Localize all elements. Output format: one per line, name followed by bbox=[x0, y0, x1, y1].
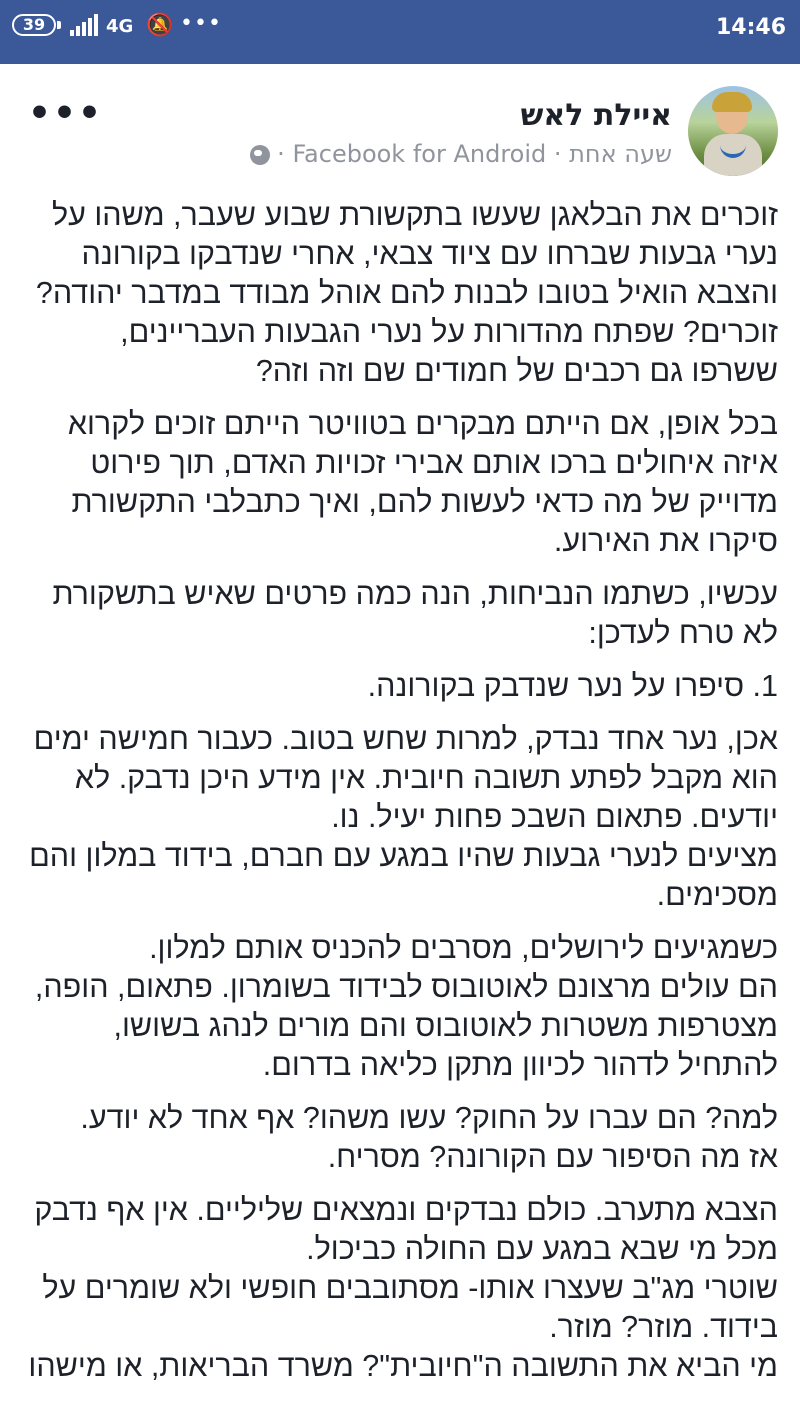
meta-separator: · bbox=[269, 140, 293, 168]
post-text-line: אז מה הסיפור עם הקורונה? מסריח. bbox=[327, 1140, 778, 1174]
post-text-line: מי הביא את התשובה ה"חיובית"? משרד הבריאות, או מישהו bbox=[28, 1349, 778, 1383]
post-text-line: להתחיל לדהור לכיוון מתקן כליאה בדרום. bbox=[262, 1048, 778, 1082]
post-text-line: נערי גבעות שברחו עם ציוד צבאי, אחרי שנדבקו בקורונה bbox=[81, 237, 778, 271]
post-paragraph bbox=[22, 196, 778, 391]
post-time[interactable]: שעה אחת bbox=[569, 140, 672, 168]
post-paragraph bbox=[22, 929, 778, 1085]
notifications-muted-icon: 🔕 bbox=[146, 13, 174, 38]
post-text-line: מצטרפות משטרות לאוטובוס והם מורים לנהג בשושו, bbox=[113, 1009, 778, 1043]
post-text-line: עכשיו, כשתמו הנביחות, הנה כמה פרטים שאיש בתשקורת bbox=[52, 577, 778, 611]
post-body bbox=[22, 196, 778, 1400]
post-text-line: 1. סיפרו על נער שנדבק בקורונה. bbox=[367, 669, 778, 703]
post-text-line: הצבא מתערב. כולם נבדקים ונמצאים שליליים. אין אף נדבק bbox=[34, 1193, 778, 1227]
post-text-line: ששרפו גם רכבים של חמודים שם וזה וזה? bbox=[255, 354, 778, 388]
network-type: 4G bbox=[106, 16, 134, 37]
post-meta bbox=[250, 140, 672, 168]
post-text-line: מסכימים. bbox=[656, 878, 778, 912]
post-text-line: בידוד. מוזר? מוזר. bbox=[549, 1310, 778, 1344]
post-paragraph bbox=[22, 575, 778, 653]
post-text-line: זוכרים? שפתח מהדורות על נערי הגבעות העבריינים, bbox=[120, 315, 778, 349]
post-text-line: הוא מקבל לפתע תשובה חיובית. אין מידע היכן נדבק. לא bbox=[74, 761, 778, 795]
battery-level: 39 bbox=[22, 15, 46, 34]
post-source: Facebook for Android bbox=[292, 140, 547, 168]
post-paragraph bbox=[22, 405, 778, 561]
author-name[interactable]: איילת לאש bbox=[520, 98, 672, 133]
post-options-button[interactable]: ••• bbox=[28, 93, 104, 134]
avatar[interactable] bbox=[688, 86, 778, 176]
clock: 14:46 bbox=[715, 15, 786, 40]
post-text-line: שוטרי מג"ב שעצרו אותו- מסתובבים חופשי ולא שומרים על bbox=[42, 1271, 778, 1305]
post-text-line: למה? הם עברו על החוק? עשו משהו? אף אחד לא יודע. bbox=[80, 1101, 778, 1135]
post-text-line: בכל אופן, אם הייתם מבקרים בטוויטר הייתם זוכים לקרוא bbox=[67, 407, 778, 441]
battery-icon bbox=[12, 14, 56, 36]
post-text-line: כשמגיעים לירושלים, מסרבים להכניס אותם למלון. bbox=[149, 931, 778, 965]
post-text-line: זוכרים את הבלאגן שעשו בתקשורת שבוע שעבר, משהו על bbox=[51, 198, 778, 232]
post-text-line: מדוייק של מה כדאי לעשות להם, ואיך כתבלבי התקשורת bbox=[71, 485, 778, 519]
globe-icon bbox=[250, 145, 270, 165]
post-text-line: סיקרו את האירוע. bbox=[553, 524, 778, 558]
post-text-line: והצבא הואיל בטובו לבנות להם אוהל מבודד במדבר יהודה? bbox=[35, 276, 778, 310]
post-text-line: יודעים. פתאום השבכ פחות יעיל. נו. bbox=[331, 800, 778, 834]
post-paragraph bbox=[22, 1191, 778, 1386]
post-text-line: איזה איחולים ברכו אותם אבירי זכויות האדם, תוך פירוט bbox=[90, 446, 778, 480]
post-paragraph bbox=[22, 720, 778, 915]
post-header bbox=[0, 64, 800, 194]
post-paragraph bbox=[22, 1099, 778, 1177]
status-bar bbox=[0, 0, 800, 64]
post-text-line: מציעים לנערי גבעות שהיו במגע עם חברם, בידוד במלון והם bbox=[29, 839, 778, 873]
signal-strength-icon bbox=[70, 14, 98, 36]
post-text-line: אכן, נער אחד נבדק, למרות שחש בטוב. כעבור חמישה ימים bbox=[33, 722, 778, 756]
post-paragraph bbox=[22, 667, 778, 706]
post-text-line: הם עולים מרצונם לאוטובוס לבידוד בשומרון. פתאום, הופה, bbox=[34, 970, 778, 1004]
post-text-line: מכל מי שבא במגע עם החולה כביכול. bbox=[306, 1232, 778, 1266]
more-notifications-icon: ••• bbox=[180, 11, 222, 36]
post-text-line: לא טרח לעדכן: bbox=[588, 616, 778, 650]
meta-separator: · bbox=[546, 140, 570, 168]
